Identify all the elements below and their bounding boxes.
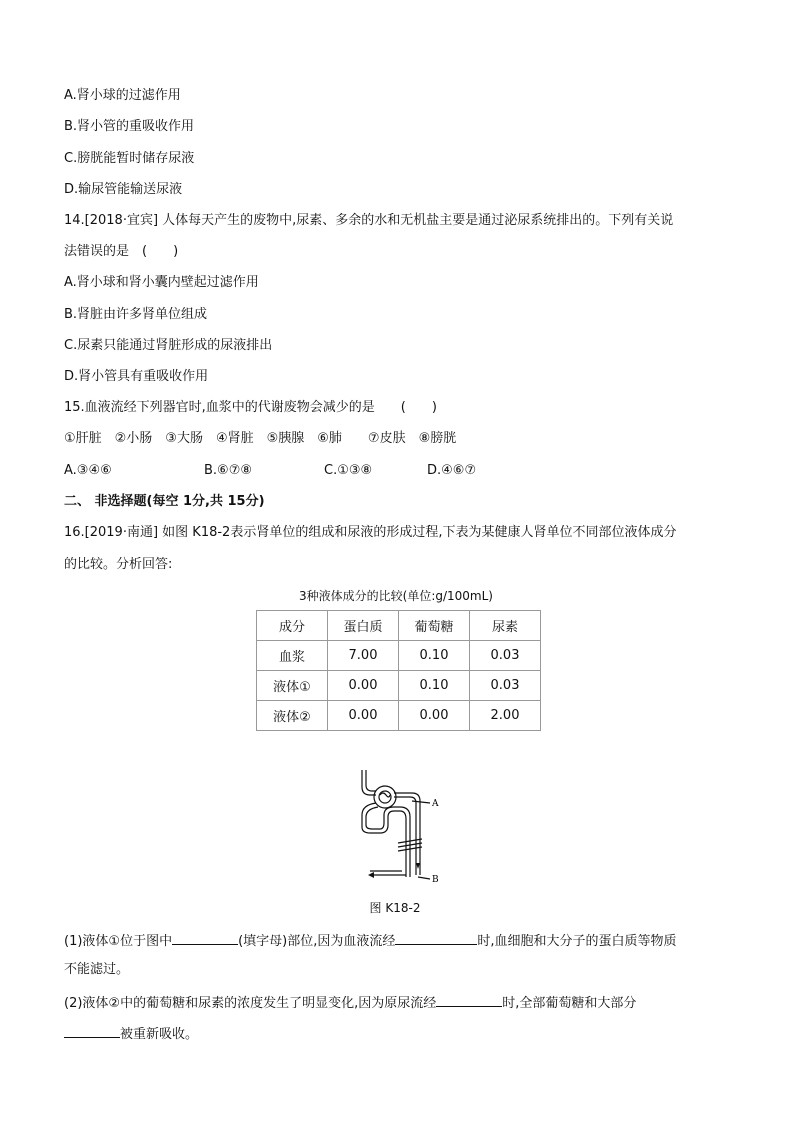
section-heading: 二、 非选择题(每空 1分,共 15分) <box>64 494 265 509</box>
q16-sub1-line2: 不能滤过。 <box>64 962 130 977</box>
q16-sub2-text-a: (2)液体②中的葡萄糖和尿素的浓度发生了明显变化,因为原尿流经 <box>64 996 437 1011</box>
q15-organ-list: ①肝脏 ②小肠 ③大肠 ④肾脏 ⑤胰腺 ⑥肺 ⑦皮肤 ⑧膀胱 <box>64 431 457 446</box>
q16-sub2-text-b: 时,全部葡萄糖和大部分 <box>502 996 637 1011</box>
figure-caption: 图 K18-2 <box>369 901 421 915</box>
figure-label-a: A <box>432 799 439 809</box>
q14-option-a: A.肾小球和肾小囊内壁起过滤作用 <box>64 275 259 290</box>
q14-option-b: B.肾脏由许多肾单位组成 <box>64 307 208 322</box>
table-cell: 0.00 <box>328 671 399 701</box>
q14-stem-line2: 法错误的是 ( ) <box>64 244 179 259</box>
header-cell: 蛋白质 <box>328 611 399 641</box>
q14-option-c: C.尿素只能通过肾脏形成的尿液排出 <box>64 338 273 353</box>
q15-option-c: C.①③⑧ <box>324 463 373 478</box>
q16-sub2-line1 <box>64 992 636 1013</box>
figure-label-b: B <box>432 875 439 885</box>
nephron-figure <box>350 765 450 890</box>
q16-sub2-text-c: 被重新吸收。 <box>120 1027 199 1042</box>
table-row <box>257 671 541 701</box>
table-cell: 血浆 <box>257 641 328 671</box>
table-title: 3种液体成分的比较(单位:g/100mL) <box>299 589 493 603</box>
table-cell: 0.10 <box>399 641 470 671</box>
q16-stem-line1: 16.[2019·南通] 如图 K18-2表示肾单位的组成和尿液的形成过程,下表为某健康人肾单位不同部位液体成分 <box>64 525 677 540</box>
q14-option-d: D.肾小管具有重吸收作用 <box>64 369 209 384</box>
table-row <box>257 641 541 671</box>
q15-option-d: D.④⑥⑦ <box>427 463 477 478</box>
q16-stem-line2: 的比较。分析回答: <box>64 557 173 572</box>
q15-options <box>64 462 476 480</box>
q15-option-b: B.⑥⑦⑧ <box>204 463 253 478</box>
table-cell: 2.00 <box>470 701 541 731</box>
table-cell: 7.00 <box>328 641 399 671</box>
q15-stem: 15.血液流经下列器官时,血浆中的代谢废物会减少的是 ( ) <box>64 400 437 415</box>
table-cell: 0.03 <box>470 671 541 701</box>
header-cell: 尿素 <box>470 611 541 641</box>
table-cell: 0.00 <box>328 701 399 731</box>
header-cell: 成分 <box>257 611 328 641</box>
table-row <box>257 701 541 731</box>
q16-sub1-text-c: 时,血细胞和大分子的蛋白质等物质 <box>477 934 677 949</box>
q13-option-b: B.肾小管的重吸收作用 <box>64 119 195 134</box>
q15-option-a: A.③④⑥ <box>64 463 112 478</box>
table-cell: 0.10 <box>399 671 470 701</box>
q13-option-a: A.肾小球的过滤作用 <box>64 88 181 103</box>
q13-option-d: D.输尿管能输送尿液 <box>64 182 183 197</box>
q16-sub1-line1 <box>64 930 677 951</box>
answer-blank-2[interactable] <box>395 930 477 945</box>
answer-blank-3[interactable] <box>436 992 502 1007</box>
q13-option-c: C.膀胱能暂时储存尿液 <box>64 151 195 166</box>
q16-sub2-line2 <box>64 1023 198 1044</box>
fluid-comparison-table <box>256 610 541 731</box>
table-header-row <box>257 611 541 641</box>
table-cell: 液体② <box>257 701 328 731</box>
q16-sub1-text-b: (填字母)部位,因为血液流经 <box>238 934 396 949</box>
table-cell: 0.00 <box>399 701 470 731</box>
answer-blank-1[interactable] <box>172 930 238 945</box>
table-cell: 液体① <box>257 671 328 701</box>
table-cell: 0.03 <box>470 641 541 671</box>
q16-sub1-text-a: (1)液体①位于图中 <box>64 934 173 949</box>
q14-stem-line1: 14.[2018·宜宾] 人体每天产生的废物中,尿素、多余的水和无机盐主要是通过泌尿系统排出的。下列有关说 <box>64 213 674 228</box>
answer-blank-4[interactable] <box>64 1023 120 1038</box>
header-cell: 葡萄糖 <box>399 611 470 641</box>
